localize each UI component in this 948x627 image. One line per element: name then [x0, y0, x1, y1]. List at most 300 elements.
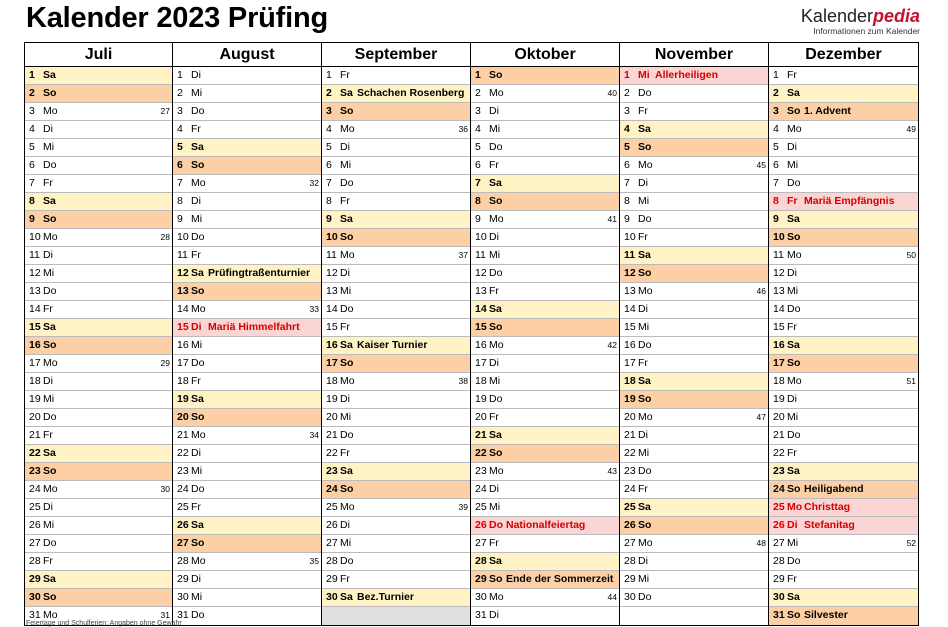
- weekday-label: Fr: [489, 285, 499, 297]
- day-row: [25, 319, 172, 337]
- weekday-label: Mi: [638, 195, 650, 207]
- day-number: 7: [326, 177, 332, 189]
- weekday-label: Sa: [191, 141, 204, 153]
- month-header: August: [173, 43, 321, 67]
- weekday-label: Sa: [43, 321, 56, 333]
- day-row: [471, 103, 619, 121]
- day-number: 24: [773, 483, 785, 495]
- weekday-label: Di: [638, 429, 648, 441]
- day-row: [25, 193, 172, 211]
- day-number: 8: [177, 195, 183, 207]
- day-number: 25: [326, 501, 338, 513]
- day-row: [322, 157, 470, 175]
- weekday-label: Do: [191, 231, 205, 243]
- page-title: Kalender 2023 Prüfing: [26, 2, 329, 34]
- weekday-label: Mi: [43, 519, 55, 531]
- day-number: 22: [475, 447, 487, 459]
- day-number: 20: [624, 411, 636, 423]
- day-row: [173, 103, 321, 121]
- weekday-label: So: [43, 465, 57, 477]
- weekday-label: Sa: [43, 195, 56, 207]
- day-number: 2: [475, 87, 481, 99]
- day-row: [173, 463, 321, 481]
- month-column-oktober: [471, 43, 620, 625]
- weekday-label: Mi: [787, 159, 799, 171]
- day-number: 16: [624, 339, 636, 351]
- day-row: [769, 337, 918, 355]
- day-row: [471, 499, 619, 517]
- day-number: 26: [475, 519, 487, 531]
- weekday-label: Mi: [191, 213, 203, 225]
- day-number: 7: [773, 177, 779, 189]
- weekday-label: Fr: [787, 195, 798, 207]
- day-row: [471, 409, 619, 427]
- weekday-label: So: [787, 483, 801, 495]
- day-number: 28: [475, 555, 487, 567]
- day-number: 6: [177, 159, 183, 171]
- weekday-label: Mo: [489, 465, 504, 477]
- day-number: 23: [773, 465, 785, 477]
- day-number: 1: [326, 69, 332, 81]
- event-label: Schachen Rosenberg: [357, 87, 465, 99]
- day-row: [25, 247, 172, 265]
- weekday-label: Sa: [43, 69, 56, 81]
- day-row: [25, 373, 172, 391]
- day-row: [769, 301, 918, 319]
- week-number: 38: [458, 376, 468, 386]
- weekday-label: Di: [638, 555, 648, 567]
- weekday-label: So: [43, 591, 57, 603]
- weekday-label: Fr: [43, 177, 53, 189]
- day-number: 13: [177, 285, 189, 297]
- day-row: [620, 283, 768, 301]
- weekday-label: Mi: [191, 465, 203, 477]
- day-number: 18: [326, 375, 338, 387]
- weekday-label: Sa: [340, 591, 353, 603]
- day-row: [25, 175, 172, 193]
- day-row: [25, 139, 172, 157]
- day-row: [173, 481, 321, 499]
- day-number: 29: [773, 573, 785, 585]
- day-row: [471, 373, 619, 391]
- day-row: [620, 229, 768, 247]
- weekday-label: Sa: [191, 267, 204, 279]
- weekday-label: Di: [191, 573, 201, 585]
- weekday-label: So: [489, 69, 503, 81]
- day-row: [25, 67, 172, 85]
- day-row: [471, 121, 619, 139]
- day-row: [173, 85, 321, 103]
- weekday-label: Fr: [43, 429, 53, 441]
- day-number: 5: [177, 141, 183, 153]
- weekday-label: Mo: [787, 123, 802, 135]
- day-number: 27: [326, 537, 338, 549]
- day-row: [769, 481, 918, 499]
- day-number: 8: [624, 195, 630, 207]
- day-row: [25, 301, 172, 319]
- day-row: [173, 571, 321, 589]
- day-row: [322, 67, 470, 85]
- weekday-label: So: [489, 573, 503, 585]
- weekday-label: Fr: [638, 231, 648, 243]
- day-number: 24: [475, 483, 487, 495]
- weekday-label: Mi: [638, 321, 650, 333]
- day-row: [173, 175, 321, 193]
- event-label: Bez.Turnier: [357, 591, 414, 603]
- day-number: 24: [177, 483, 189, 495]
- day-number: 19: [326, 393, 338, 405]
- week-number: 46: [756, 286, 766, 296]
- day-number: 15: [29, 321, 41, 333]
- day-row: [322, 301, 470, 319]
- day-number: 27: [29, 537, 41, 549]
- day-number: 15: [475, 321, 487, 333]
- day-row: [471, 193, 619, 211]
- day-row: [769, 373, 918, 391]
- weekday-label: So: [43, 213, 57, 225]
- day-number: 20: [29, 411, 41, 423]
- weekday-label: Mi: [191, 87, 203, 99]
- week-number: 33: [309, 304, 319, 314]
- day-number: 9: [624, 213, 630, 225]
- day-number: 21: [177, 429, 189, 441]
- day-row: [322, 481, 470, 499]
- weekday-label: Mi: [489, 123, 501, 135]
- day-number: 10: [475, 231, 487, 243]
- day-row: [25, 85, 172, 103]
- day-row: [471, 553, 619, 571]
- day-row: [25, 337, 172, 355]
- day-number: 2: [773, 87, 779, 99]
- day-row: [25, 499, 172, 517]
- day-number: 5: [29, 141, 35, 153]
- logo-accent: pedia: [872, 6, 920, 26]
- month-column-november: [620, 43, 769, 625]
- day-row: [620, 571, 768, 589]
- day-number: 6: [475, 159, 481, 171]
- day-number: 25: [773, 501, 785, 513]
- day-row: [173, 607, 321, 625]
- event-label: Nationalfeiertag: [506, 519, 586, 531]
- day-row: [620, 517, 768, 535]
- day-number: 21: [475, 429, 487, 441]
- day-number: 30: [326, 591, 338, 603]
- day-row: [25, 103, 172, 121]
- day-row: [471, 157, 619, 175]
- day-row: [173, 193, 321, 211]
- day-number: 16: [475, 339, 487, 351]
- day-number: 28: [326, 555, 338, 567]
- day-number: 13: [624, 285, 636, 297]
- weekday-label: So: [489, 447, 503, 459]
- weekday-label: So: [787, 357, 801, 369]
- weekday-label: Fr: [489, 411, 499, 423]
- weekday-label: Sa: [638, 249, 651, 261]
- weekday-label: Fr: [191, 375, 201, 387]
- event-label: Prüfingtraßenturnier: [208, 267, 311, 279]
- day-number: 5: [326, 141, 332, 153]
- week-number: 32: [309, 178, 319, 188]
- event-label: Christtag: [804, 501, 851, 513]
- day-number: 4: [475, 123, 481, 135]
- week-number: 47: [756, 412, 766, 422]
- day-number: 4: [326, 123, 332, 135]
- day-row: [620, 391, 768, 409]
- brand-logo[interactable]: [801, 6, 920, 36]
- day-row: [25, 211, 172, 229]
- weekday-label: Do: [489, 519, 503, 531]
- weekday-label: Sa: [43, 573, 56, 585]
- weekday-label: So: [489, 195, 503, 207]
- month-column-august: [173, 43, 322, 625]
- day-number: 15: [624, 321, 636, 333]
- day-number: 6: [624, 159, 630, 171]
- weekday-label: Do: [43, 285, 57, 297]
- day-row: [25, 265, 172, 283]
- weekday-label: Mo: [43, 609, 58, 621]
- day-number: 1: [773, 69, 779, 81]
- day-row: [25, 283, 172, 301]
- weekday-label: Do: [489, 393, 503, 405]
- event-label: 1. Advent: [804, 105, 851, 117]
- day-number: 14: [475, 303, 487, 315]
- day-number: 24: [624, 483, 636, 495]
- day-row: [620, 337, 768, 355]
- weekday-label: Sa: [787, 87, 800, 99]
- weekday-label: Mo: [787, 249, 802, 261]
- day-row: [173, 553, 321, 571]
- day-row: [173, 265, 321, 283]
- weekday-label: Di: [787, 141, 797, 153]
- month-header: November: [620, 43, 768, 67]
- day-number: 1: [29, 69, 35, 81]
- day-number: 4: [29, 123, 35, 135]
- day-row: [471, 463, 619, 481]
- month-column-september: [322, 43, 471, 625]
- day-number: 26: [773, 519, 785, 531]
- weekday-label: Fr: [638, 357, 648, 369]
- day-row: [25, 553, 172, 571]
- day-row: [322, 193, 470, 211]
- week-number: 40: [607, 88, 617, 98]
- event-label: Stefanitag: [804, 519, 855, 531]
- day-number: 7: [29, 177, 35, 189]
- week-number: 35: [309, 556, 319, 566]
- day-number: 29: [624, 573, 636, 585]
- day-number: 2: [624, 87, 630, 99]
- weekday-label: Di: [340, 519, 350, 531]
- day-number: 27: [624, 537, 636, 549]
- day-row: [25, 463, 172, 481]
- day-number: 26: [29, 519, 41, 531]
- weekday-label: Do: [638, 465, 652, 477]
- day-number: 14: [624, 303, 636, 315]
- event-label: Ende der Sommerzeit: [506, 573, 614, 585]
- week-number: 45: [756, 160, 766, 170]
- day-number: 30: [177, 591, 189, 603]
- week-number: 43: [607, 466, 617, 476]
- weekday-label: Sa: [43, 447, 56, 459]
- day-row: [471, 481, 619, 499]
- weekday-label: Fr: [191, 501, 201, 513]
- weekday-label: Do: [787, 303, 801, 315]
- event-label: Mariä Himmelfahrt: [208, 321, 300, 333]
- weekday-label: So: [191, 159, 205, 171]
- weekday-label: Di: [43, 375, 53, 387]
- weekday-label: Mi: [787, 411, 799, 423]
- day-number: 13: [326, 285, 338, 297]
- weekday-label: Sa: [787, 213, 800, 225]
- weekday-label: Fr: [43, 303, 53, 315]
- day-number: 3: [29, 105, 35, 117]
- day-number: 19: [624, 393, 636, 405]
- day-row: [620, 67, 768, 85]
- day-row: [620, 535, 768, 553]
- week-number: 50: [906, 250, 916, 260]
- day-row: [620, 175, 768, 193]
- weekday-label: Di: [191, 69, 201, 81]
- day-number: 21: [773, 429, 785, 441]
- day-number: 11: [475, 249, 486, 261]
- weekday-label: Di: [340, 267, 350, 279]
- day-number: 25: [177, 501, 189, 513]
- day-row: [173, 589, 321, 607]
- day-row: [173, 211, 321, 229]
- day-number: 17: [475, 357, 487, 369]
- day-row: [471, 211, 619, 229]
- weekday-label: Do: [43, 159, 57, 171]
- day-number: 28: [773, 555, 785, 567]
- day-row: [620, 409, 768, 427]
- weekday-label: Di: [489, 609, 499, 621]
- day-row: [173, 301, 321, 319]
- day-row: [769, 463, 918, 481]
- day-row: [471, 571, 619, 589]
- weekday-label: Mo: [340, 249, 355, 261]
- week-number: 36: [458, 124, 468, 134]
- day-number: 1: [624, 69, 630, 81]
- day-number: 5: [624, 141, 630, 153]
- day-number: 22: [326, 447, 338, 459]
- day-row: [25, 409, 172, 427]
- day-row: [769, 139, 918, 157]
- day-row: [471, 175, 619, 193]
- day-number: 31: [29, 609, 41, 621]
- day-row: [620, 463, 768, 481]
- day-number: 1: [177, 69, 183, 81]
- day-number: 25: [624, 501, 636, 513]
- day-row: [471, 517, 619, 535]
- weekday-label: So: [489, 321, 503, 333]
- day-number: 18: [29, 375, 41, 387]
- day-number: 8: [475, 195, 481, 207]
- weekday-label: Fr: [489, 159, 499, 171]
- weekday-label: So: [638, 519, 652, 531]
- week-number: 30: [160, 484, 170, 494]
- weekday-label: Do: [787, 429, 801, 441]
- weekday-label: Fr: [638, 483, 648, 495]
- day-number: 10: [326, 231, 338, 243]
- day-row: [620, 373, 768, 391]
- day-number: 9: [177, 213, 183, 225]
- weekday-label: So: [787, 609, 801, 621]
- day-number: 13: [475, 285, 487, 297]
- day-number: 19: [177, 393, 189, 405]
- day-row: [25, 571, 172, 589]
- day-row: [173, 283, 321, 301]
- day-row: [471, 247, 619, 265]
- day-number: 28: [624, 555, 636, 567]
- day-row: [620, 139, 768, 157]
- event-label: Allerheiligen: [655, 69, 719, 81]
- day-row: [25, 229, 172, 247]
- day-row: [471, 607, 619, 625]
- day-row: [173, 319, 321, 337]
- day-number: 10: [624, 231, 636, 243]
- day-row: [620, 157, 768, 175]
- day-number: 23: [177, 465, 189, 477]
- day-row: [173, 139, 321, 157]
- month-header: September: [322, 43, 470, 67]
- weekday-label: Mo: [43, 105, 58, 117]
- weekday-label: Mo: [638, 537, 653, 549]
- day-number: 14: [773, 303, 785, 315]
- week-number: 31: [160, 610, 170, 620]
- day-row: [471, 85, 619, 103]
- day-number: 15: [773, 321, 785, 333]
- weekday-label: Do: [340, 429, 354, 441]
- weekday-label: Di: [340, 141, 350, 153]
- day-row: [322, 265, 470, 283]
- day-row: [25, 517, 172, 535]
- day-row: [471, 319, 619, 337]
- day-row: [471, 391, 619, 409]
- day-row: [620, 319, 768, 337]
- day-number: 3: [773, 105, 779, 117]
- day-row: [620, 193, 768, 211]
- day-row: [173, 373, 321, 391]
- day-row: [620, 499, 768, 517]
- weekday-label: Do: [191, 357, 205, 369]
- day-number: 19: [29, 393, 41, 405]
- weekday-label: Mi: [191, 591, 203, 603]
- weekday-label: So: [43, 339, 57, 351]
- day-row: [471, 301, 619, 319]
- weekday-label: Di: [638, 177, 648, 189]
- day-row: [769, 319, 918, 337]
- weekday-label: So: [787, 231, 801, 243]
- weekday-label: So: [191, 537, 205, 549]
- day-number: 17: [177, 357, 189, 369]
- weekday-label: So: [340, 483, 354, 495]
- day-row: [620, 301, 768, 319]
- day-row: [471, 445, 619, 463]
- day-row: [322, 85, 470, 103]
- day-number: 29: [177, 573, 189, 585]
- day-number: 30: [624, 591, 636, 603]
- day-number: 19: [773, 393, 785, 405]
- weekday-label: So: [340, 105, 354, 117]
- day-row: [471, 337, 619, 355]
- day-row: [471, 283, 619, 301]
- weekday-label: Sa: [340, 87, 353, 99]
- day-row: [322, 103, 470, 121]
- day-number: 26: [624, 519, 636, 531]
- day-row: [322, 409, 470, 427]
- weekday-label: So: [638, 267, 652, 279]
- day-row: [25, 427, 172, 445]
- weekday-label: Mi: [340, 159, 352, 171]
